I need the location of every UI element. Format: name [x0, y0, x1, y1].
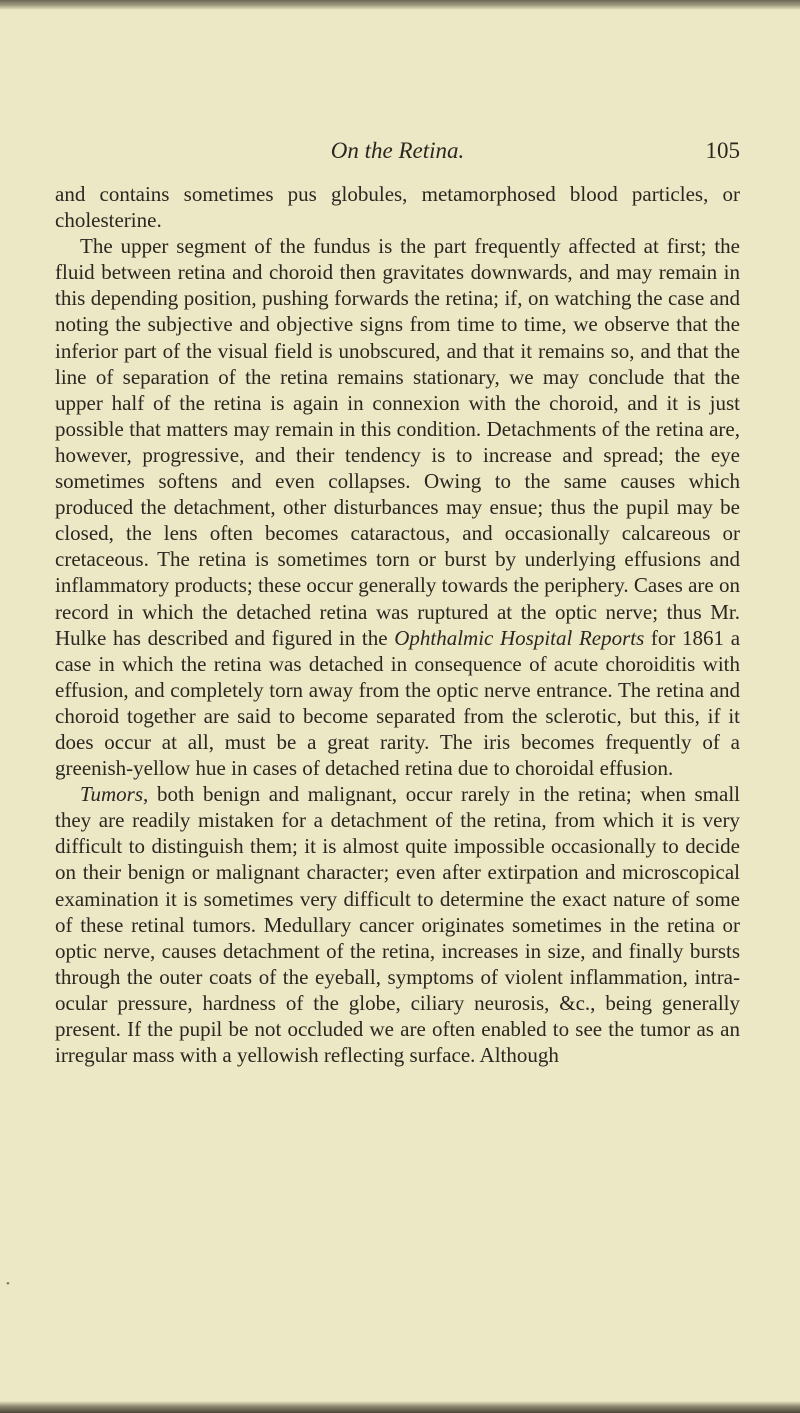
body-text [55, 181, 740, 1068]
page-bottom-edge [0, 1401, 800, 1413]
text-run: The upper segment of the fundus is the part frequently affected at first; the fluid between retina and choroid then gravitates downwards, and may remain in this depending position, pushing forwards the retina; if, on watching the case and noting the subjective and objective signs from time to time, we observe that the inferior part of the visual field is unobscured, and that it remains so, and that the line of separation of the retina remains stationary, we may conclude that the upper half of the retina is again in connexion with the choroid, and it is just possible that matters may remain in this condition. Detachments of the retina are, however, progressive, and their tendency is to increase and spread; the eye sometimes softens and even collapses. Owing to the same causes which produced the detachment, other disturbances may ensue; thus the pupil may be closed, the lens often becomes cataractous, and occasionally calcareous or cretaceous. The retina is sometimes torn or burst by underlying effusions and inflammatory products; these occur generally towards the periphery. Cases are on record in which the detached retina was ruptured at the optic nerve; thus Mr. Hulke has described and figured in the [55, 234, 740, 650]
section-lead-term: Tumors [80, 782, 144, 807]
text-run: and contains sometimes pus globules, metamorphosed blood particles, or cholesterine. [55, 182, 740, 233]
page-header [55, 138, 740, 168]
running-title: On the Retina. [330, 138, 465, 163]
page-number: 105 [705, 138, 740, 163]
text-run: for 1861 a case in which the retina was detached in consequence of acute choroiditis with effusion, and completely torn away from the optic nerve entrance. The retina and choroid together are said to become separated from the sclerotic, but this, if it does occur at all, must be a great rarity. The iris becomes frequently of a greenish-yellow hue in cases of detached retina due to choroidal effusion. [55, 625, 741, 781]
paragraph [55, 781, 740, 1068]
text-run: , both benign and malignant, occur rarely in the retina; when small they are readily mistaken for a detachment of the retina, from which it is very difficult to distinguish them; it is almost quite impossible occasionally to decide on their benign or malignant character; even after extirpation and microscopical examination it is sometimes very difficult to determine the exact nature of some of these retinal tumors. Medullary cancer originates sometimes in the retina or optic nerve, causes detachment of the retina, increases in size, and finally bursts through the outer coats of the eyeball, symptoms of violent inflammation, intra-ocular pressure, hardness of the globe, ciliary neurosis, &c., being generally present. If the pupil be not occluded we are often enabled to see the tumor as an irregular mass with a yellowish reflecting surface. Although [55, 782, 740, 1068]
margin-mark: • [6, 1278, 10, 1290]
page-top-edge [0, 0, 800, 10]
paragraph [55, 233, 740, 781]
journal-title: Ophthalmic Hospital Reports [394, 625, 645, 650]
paragraph [55, 181, 740, 233]
